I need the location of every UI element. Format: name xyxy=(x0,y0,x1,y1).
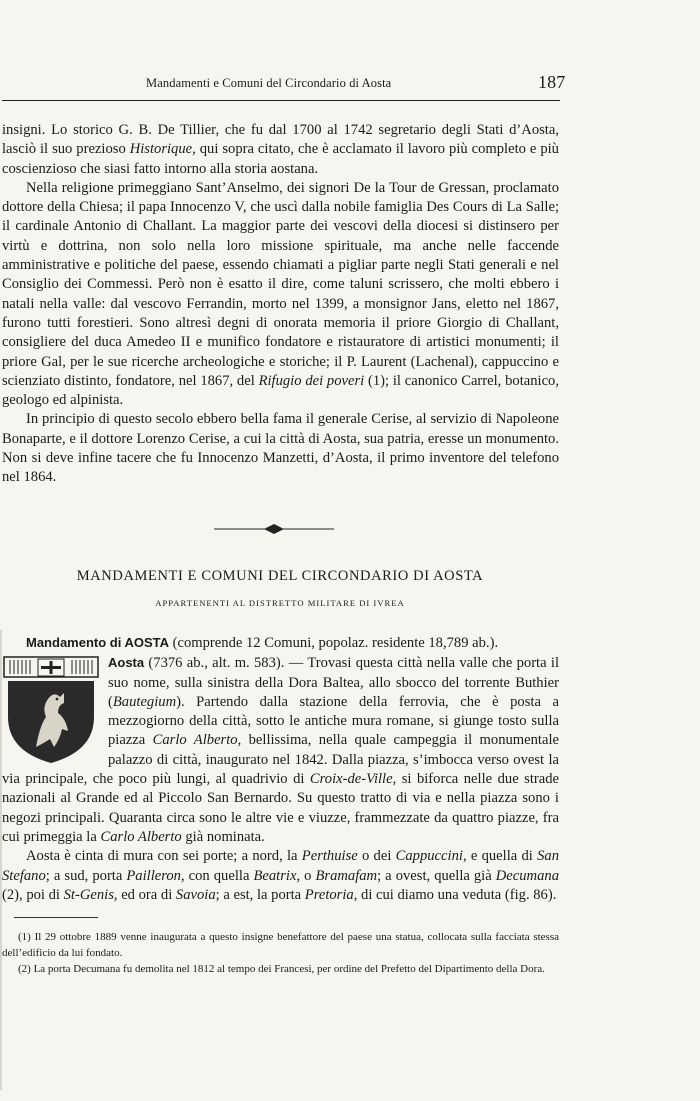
mandamento-heading-line: Mandamento di AOSTA (comprende 12 Comuni, popolaz. residente 18,789 ab.). xyxy=(26,635,499,651)
mandamento-heading: Mandamento di AOSTA xyxy=(26,635,169,650)
page-number: 187 xyxy=(538,72,566,92)
running-title: Mandamenti e Comuni del Circondario di Aosta xyxy=(146,76,392,90)
header-rule xyxy=(2,100,560,101)
section-subtitle: APPARTENENTI AL DISTRETTO MILITARE DI IVREA xyxy=(155,598,405,608)
footnotes xyxy=(2,929,559,977)
aosta-heading: Aosta xyxy=(108,655,145,671)
page-edge-shadow xyxy=(0,630,2,1090)
footnote-2: (2) La porta Decumana fu demolita nel 1812 al tempo dei Francesi, per ordine del Prefetto del Dipartimento della Dora. xyxy=(18,963,545,975)
paragraph-historians: insigni. Lo storico G. B. De Tillier, che fu dal 1700 al 1742 segretario degli Stati d’Aosta, lasciò il suo prezioso Historique, qui sopra citato, che è acclamato il lavoro più completo e più coscienzioso che siasi fatto intorno alla storia aostana. xyxy=(2,122,559,177)
mandamento-text xyxy=(2,633,559,905)
paragraph-aosta: Aosta (7376 ab., alt. m. 583). — Trovasi questa città nella valle che porta il suo nome, sulla sinistra della Dora Baltea, allo sbocco del torrente Buthier (Bautegium). Partendo dalla stazione della ferrovia, che è posta a mezzogiorno della città, sotto le antiche mura romane, si giunge tosto sulla piazza Carlo Alberto, bellissima, nella quale campeggia il monumentale palazzo di città, inaugurato nel 1842. Dalla piazza, s’imbocca verso ovest la via principale, che poco più lungi, al quadrivio di Croix-de-Ville, si biforca nelle due strade nazionali al Grande ed al Piccolo San Bernardo. Su questo tratto di via e nella piazza sono i negozi principali. Quaranta circa sono le altre vie e viuzze, frammezzate da quattro piazze, fra cui primeggia la Carlo Alberto già nominata. xyxy=(2,655,559,845)
footnote-1: (1) Il 29 ottobre 1889 venne inaugurata a questo insigne benefattore del paese una statua, collocata sulla facciata stessa dell’edificio da lui fondato. xyxy=(2,931,559,959)
paragraph-notables: In principio di questo secolo ebbero bella fama il generale Cerise, al servizio di Napoleone Bonaparte, e il dottore Lorenzo Cerise, a cui la città di Aosta, sua patria, eresse un monumento. Non si deve infine tacere che fu Innocenzo Manzetti, d’Aosta, il primo inventore del telefono nel 1864. xyxy=(2,411,559,486)
intro-text xyxy=(2,121,559,488)
paragraph-religion: Nella religione primeggiano Sant’Anselmo, dei signori De la Tour de Gressan, proclamato dottore della Chiesa; il papa Innocenzo V, che uscì dalla nobile famiglia Des Cours di La Salle; il cardinale Antonio di Challant. La maggior parte dei vescovi della diocesi si distinsero per virtù e dottrina, non solo nella loro missione spirituale, ma anche nelle faccende amministrative e politiche del paese, essendo chiamati a pigliar parte negli Stati generali e nel Consiglio dei Commessi. Però non è esatto il dire, come taluni scrissero, che molti ebbero i natali nella valle: dal vescovo Ferrandin, morto nel 1399, a monsignor Jans, eletto nel 1867, furono tutti forestieri. Sono altresì degni di onorata memoria il priore Giorgio di Challant, consigliere del duca Amedeo II e munifico fondatore e ristauratore di artistici monumenti; il priore Gal, per le sue ricerche archeologiche e storiche; il P. Laurent (Lachenal), cappuccino e scienziato distinto, fondatore, nel 1867, del Rifugio dei poveri (1); il canonico Carrel, botanico, geologo ed alpinista. xyxy=(2,179,560,409)
section-title: MANDAMENTI E COMUNI DEL CIRCONDARIO DI AOSTA xyxy=(76,568,484,584)
aosta-coat-of-arms-icon xyxy=(2,655,100,765)
paragraph-gates: Aosta è cinta di mura con sei porte; a nord, la Perthuise o dei Cappuccini, e quella di San Stefano; a sud, porta Pailleron, con quella Beatrix, o Bramafam; a ovest, quella già Decumana (2), poi di St-Genis, ed ora di Savoia; a est, la porta Pretoria, di cui diamo una veduta (fig. 86). xyxy=(2,848,559,903)
footnote-rule xyxy=(14,917,98,918)
diamond-rule-ornament-icon xyxy=(214,521,334,537)
